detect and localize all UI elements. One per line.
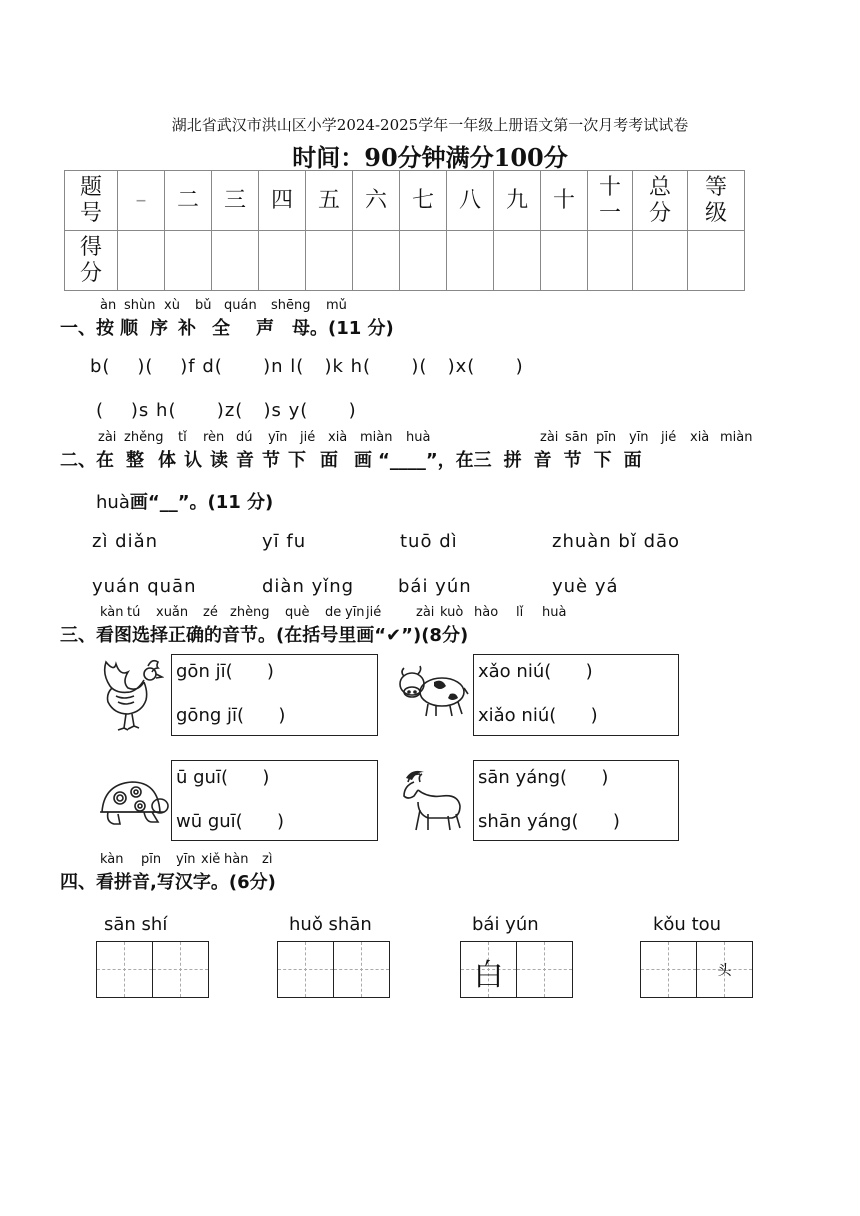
goat-icon [400, 768, 470, 836]
score-cell[interactable] [259, 231, 306, 291]
section2-word-4: yuán quān [92, 576, 197, 597]
option-a[interactable]: xǎo niú( ) [478, 661, 593, 682]
section2-word-5: diàn yǐng [262, 576, 355, 597]
write-pinyin-1: huǒ shān [289, 914, 372, 935]
col-grade: 等级 [688, 171, 745, 231]
section2-word-0: zì diǎn [92, 531, 159, 552]
score-table [64, 170, 745, 291]
option-box-goat [473, 760, 679, 841]
writing-cell[interactable] [641, 942, 696, 997]
option-box-turtle [171, 760, 378, 841]
option-a[interactable]: gōn jī( ) [176, 661, 274, 682]
score-cell[interactable] [588, 231, 633, 291]
section2-word-3: zhuàn bǐ dāo [552, 531, 681, 552]
exam-subtitle: 时间：90分钟满分100分 [292, 143, 568, 172]
col-6: 六 [353, 171, 400, 231]
section2-title-cont: huà画“__”。(11 分) [96, 492, 274, 513]
writing-cell[interactable]: 白 [461, 942, 516, 997]
score-cell[interactable] [353, 231, 400, 291]
writing-grid-1[interactable] [277, 941, 390, 998]
score-cell[interactable] [633, 231, 688, 291]
section2-title: 二、在 整 体 认 读 音 节 下 面 画 “____”，在三 拼 音 节 下 面 [60, 450, 642, 471]
writing-cell[interactable] [516, 942, 572, 997]
section2-word-1: yī fu [262, 531, 307, 552]
writing-grid-2[interactable] [460, 941, 573, 998]
col-5: 五 [306, 171, 353, 231]
option-a[interactable]: ū guī( ) [176, 767, 270, 788]
col-2: 二 [165, 171, 212, 231]
writing-cell[interactable]: 头 [696, 942, 752, 997]
exam-title: 湖北省武汉市洪山区小学2024-2025学年一年级上册语文第一次月考考试试卷 [171, 116, 689, 134]
write-pinyin-3: kǒu tou [653, 914, 722, 935]
col-1: – [118, 171, 165, 231]
col-8: 八 [447, 171, 494, 231]
col-total: 总分 [633, 171, 688, 231]
section4-title: 四、看拼音,写汉字。(6分) [60, 872, 276, 893]
option-box-cow [473, 654, 679, 736]
option-b[interactable]: gōng jī( ) [176, 705, 286, 726]
row-label-question: 题号 [65, 171, 118, 231]
section1-title: 一、按 顺 序 补 全 声 母。(11 分) [60, 318, 394, 339]
score-cell[interactable] [400, 231, 447, 291]
row-label-score: 得分 [65, 231, 118, 291]
option-b[interactable]: wū guī( ) [176, 811, 285, 832]
score-cell[interactable] [541, 231, 588, 291]
col-11: 十一 [588, 171, 633, 231]
score-cell[interactable] [212, 231, 259, 291]
score-cell[interactable] [447, 231, 494, 291]
writing-grid-3[interactable] [640, 941, 753, 998]
option-b[interactable]: xiǎo niú( ) [478, 705, 598, 726]
rooster-icon [98, 656, 164, 732]
col-9: 九 [494, 171, 541, 231]
option-box-rooster [171, 654, 378, 736]
option-a[interactable]: sān yáng( ) [478, 767, 609, 788]
col-4: 四 [259, 171, 306, 231]
writing-cell[interactable] [97, 942, 152, 997]
section2-word-7: yuè yá [552, 576, 619, 597]
section1-line2: ( )s h( )z( )s y( ) [96, 400, 357, 421]
score-cell[interactable] [118, 231, 165, 291]
score-cell[interactable] [306, 231, 353, 291]
section2-word-2: tuō dì [400, 531, 458, 552]
score-cell[interactable] [688, 231, 745, 291]
write-pinyin-2: bái yún [472, 914, 539, 935]
section1-line1: b( )( )f d( )n l( )k h( )( )x( ) [90, 356, 524, 377]
turtle-icon [96, 774, 170, 830]
writing-grid-0[interactable] [96, 941, 209, 998]
option-b[interactable]: shān yáng( ) [478, 811, 620, 832]
cow-icon [398, 662, 470, 720]
writing-cell[interactable] [152, 942, 208, 997]
col-7: 七 [400, 171, 447, 231]
section2-word-6: bái yún [398, 576, 472, 597]
writing-cell[interactable] [333, 942, 389, 997]
col-3: 三 [212, 171, 259, 231]
writing-cell[interactable] [278, 942, 333, 997]
col-10: 十 [541, 171, 588, 231]
score-cell[interactable] [165, 231, 212, 291]
section3-title: 三、看图选择正确的音节。(在括号里画“✔”)(8分) [60, 625, 469, 646]
write-pinyin-0: sān shí [104, 914, 168, 935]
score-cell[interactable] [494, 231, 541, 291]
